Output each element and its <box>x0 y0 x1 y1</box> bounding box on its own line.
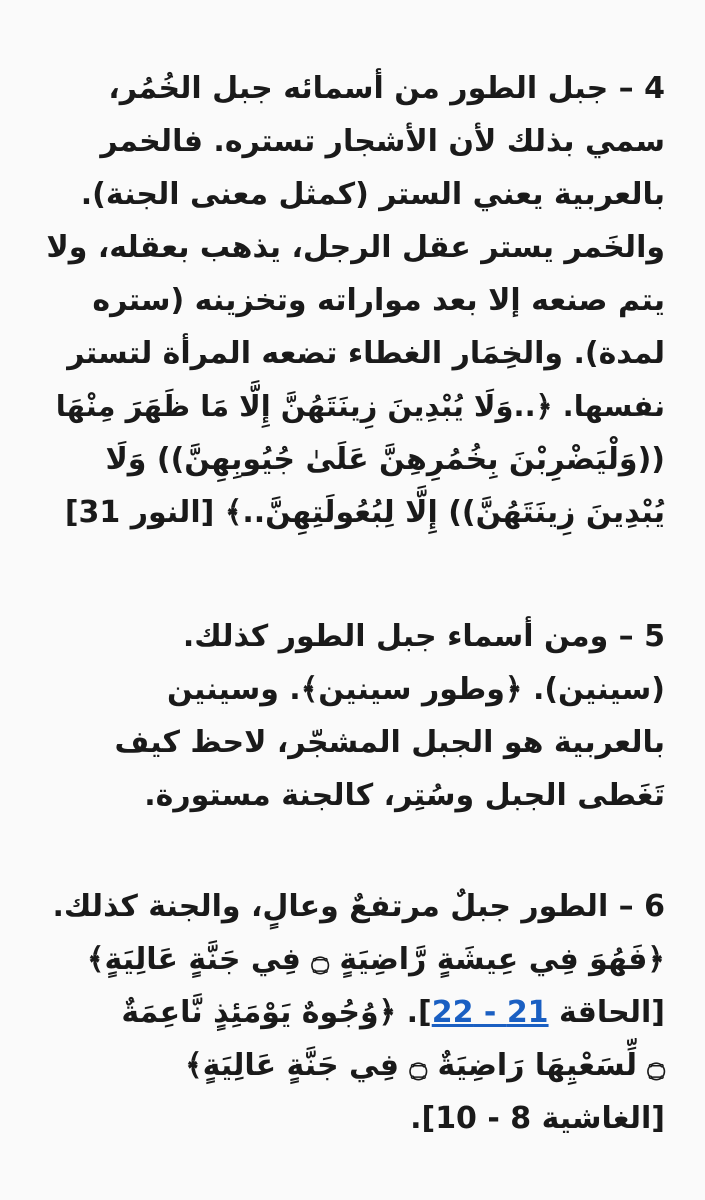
text-line: 6 – الطور جبلٌ مرتفعٌ وعالٍ، والجنة كذلك. <box>52 889 665 924</box>
text-line: والخَمر يستر عقل الرجل، يذهب بعقله، ولا <box>46 230 665 265</box>
text-line: تَغَطى الجبل وسُتِر، كالجنة مستورة. <box>144 778 665 813</box>
text-line: ((وَلْيَضْرِبْنَ بِخُمُرِهِنَّ عَلَىٰ جُيُوبِهِنَّ)) وَلَا <box>105 442 665 477</box>
text-line-with-link <box>40 986 665 1039</box>
text-line: ۝ لِّسَعْيِهَا رَاضِيَةٌ ۝ فِي جَنَّةٍ عَالِيَةٍ﴾ <box>185 1048 665 1083</box>
text-line: [الغاشية 8 - 10]. <box>410 1101 665 1136</box>
citation-text: [الحاقة <box>548 995 665 1030</box>
verse-reference-link[interactable]: 21 - 22 <box>431 995 549 1030</box>
text-line: بالعربية هو الجبل المشجّر، لاحظ كيف <box>114 725 665 760</box>
text-line: يتم صنعه إلا بعد مواراته وتخزينه (ستره <box>92 283 665 318</box>
paragraph-5 <box>40 610 665 822</box>
text-line: نفسها. ﴿..وَلَا يُبْدِينَ زِينَتَهُنَّ إِلَّا مَا ظَهَرَ مِنْهَا <box>55 389 665 423</box>
paragraph-6 <box>40 880 665 1145</box>
paragraph-4 <box>40 62 665 539</box>
text-line: (سينين). ﴿وطور سينين﴾. وسينين <box>166 672 665 707</box>
text-line: بالعربية يعني الستر (كمثل معنى الجنة). <box>80 177 665 212</box>
text-line: لمدة). والخِمَار الغطاء تضعه المرأة لتستر <box>67 336 665 371</box>
text-line: يُبْدِينَ زِينَتَهُنَّ)) إِلَّا لِبُعُولَتِهِنَّ..﴾ [النور 31] <box>64 495 665 530</box>
text-line: ﴿فَهُوَ فِي عِيشَةٍ رَّاضِيَةٍ ۝ فِي جَنَّةٍ عَالِيَةٍ﴾ <box>86 942 665 977</box>
text-line: 4 – جبل الطور من أسمائه جبل الخُمُر، <box>108 71 665 106</box>
text-line: 5 – ومن أسماء جبل الطور كذلك. <box>182 619 665 654</box>
text-line: سمي بذلك لأن الأشجار تستره. فالخمر <box>100 124 665 159</box>
text-segment: ]. ﴿وُجُوهٌ يَوْمَئِذٍ نَّاعِمَةٌ <box>121 995 432 1030</box>
